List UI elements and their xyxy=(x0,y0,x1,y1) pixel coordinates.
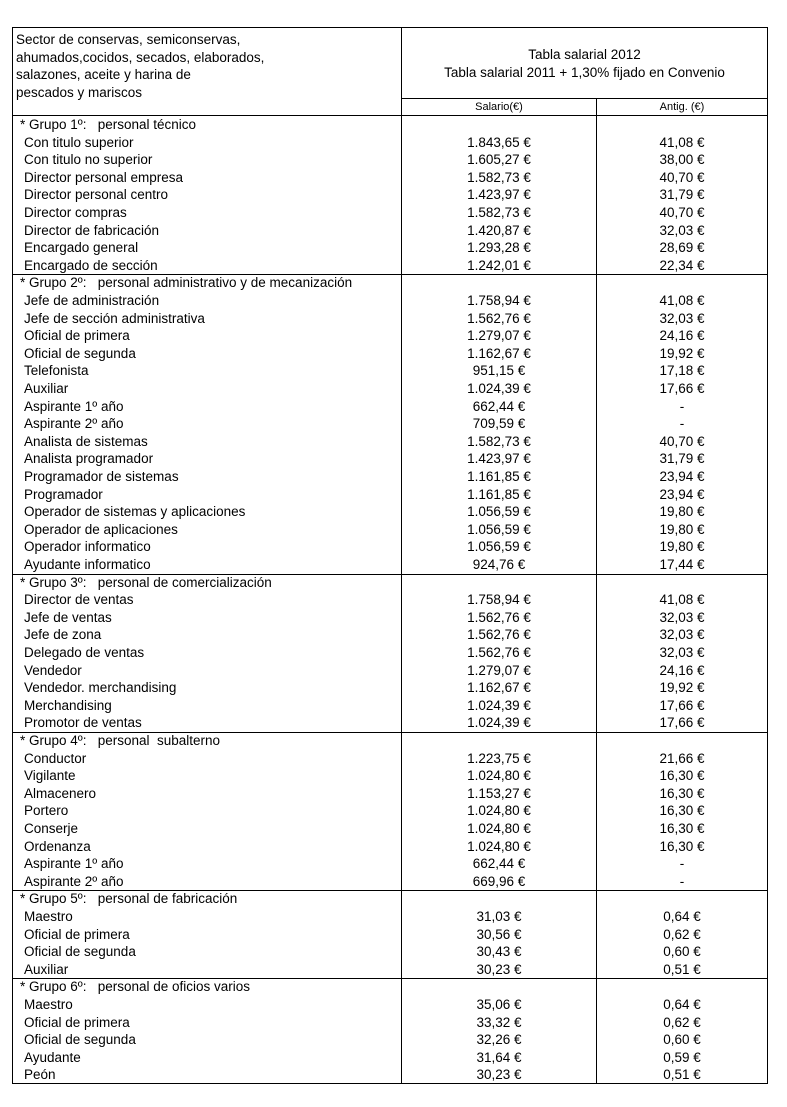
table-row xyxy=(13,310,767,328)
table-row xyxy=(13,556,767,574)
salary-value: 1.024,39 € xyxy=(467,697,531,713)
category-name: Ordenanza xyxy=(24,838,91,854)
antiguedad-value: 0,62 € xyxy=(663,1014,701,1030)
antiguedad-value: 32,03 € xyxy=(659,310,705,326)
category-name: Analista de sistemas xyxy=(24,433,148,449)
group-divider xyxy=(13,890,767,891)
category-name: Oficial de primera xyxy=(24,328,130,344)
category-name: Director de fabricación xyxy=(24,222,160,238)
antiguedad-value: 21,66 € xyxy=(659,750,705,766)
category-name: Jefe de administración xyxy=(24,293,160,308)
antiguedad-value: 23,94 € xyxy=(659,486,705,502)
salary-value: 1.056,59 € xyxy=(467,521,531,537)
antiguedad-value: 31,79 € xyxy=(659,187,705,203)
category-name: Jefe de zona xyxy=(24,627,102,643)
salary-value: 1.279,07 € xyxy=(467,662,531,678)
table-row xyxy=(13,1031,767,1049)
table-row xyxy=(13,503,767,521)
table-row xyxy=(13,609,767,627)
salary-value: 31,64 € xyxy=(476,1049,522,1065)
table-row xyxy=(13,468,767,486)
category-name: Maestro xyxy=(24,909,73,924)
table-row xyxy=(13,714,767,732)
group-divider xyxy=(13,274,767,275)
table-row xyxy=(13,380,767,398)
column-header-salary: Salario(€) xyxy=(475,101,523,113)
table-row xyxy=(13,626,767,644)
table-row xyxy=(13,222,767,240)
salary-table xyxy=(12,27,768,1084)
category-name: Operador de aplicaciones xyxy=(24,521,178,537)
salary-value: 1.161,85 € xyxy=(467,469,531,484)
salary-value: 1.024,80 € xyxy=(467,821,531,836)
salary-value: 1.293,28 € xyxy=(467,240,531,256)
salary-value: 924,76 € xyxy=(472,557,526,572)
antiguedad-value: 16,30 € xyxy=(659,768,705,784)
group-heading xyxy=(13,574,767,592)
salary-value: 32,26 € xyxy=(476,1032,522,1048)
salary-value: 1.024,80 € xyxy=(467,768,531,784)
category-name: Director personal empresa xyxy=(24,169,184,185)
antiguedad-value: 40,70 € xyxy=(659,205,705,220)
category-name: Analista programador xyxy=(24,451,154,467)
antiguedad-value: 31,79 € xyxy=(659,451,705,467)
salary-value: 951,15 € xyxy=(472,363,526,379)
antiguedad-value: 16,30 € xyxy=(659,821,705,836)
salary-value: 1.153,27 € xyxy=(467,785,531,801)
salary-value: 1.582,73 € xyxy=(467,433,531,449)
antiguedad-value: 0,51 € xyxy=(663,1067,701,1083)
table-row xyxy=(13,873,767,891)
salary-value: 1.562,76 € xyxy=(467,645,531,660)
category-name: Director personal centro xyxy=(24,187,169,203)
salary-value: 1.024,39 € xyxy=(467,381,531,396)
antiguedad-value: 40,70 € xyxy=(659,169,705,185)
table-row xyxy=(13,908,767,926)
table-row xyxy=(13,591,767,609)
category-name: Vigilante xyxy=(24,768,76,784)
antiguedad-value: 17,66 € xyxy=(659,715,705,731)
category-name: Oficial de segunda xyxy=(24,345,136,361)
table-row xyxy=(13,239,767,257)
category-name: Oficial de primera xyxy=(24,1014,130,1030)
salary-value: 30,23 € xyxy=(476,1067,522,1083)
category-name: Auxiliar xyxy=(24,381,69,396)
salary-value: 1.582,73 € xyxy=(467,205,531,220)
table-row xyxy=(13,644,767,662)
category-name: Aspirante 2º año xyxy=(24,873,124,889)
table-row xyxy=(13,398,767,416)
category-name: Con titulo no superior xyxy=(24,152,153,168)
antiguedad-value: 40,70 € xyxy=(659,433,705,449)
antiguedad-value: 17,66 € xyxy=(659,381,705,396)
salary-value: 1.161,85 € xyxy=(467,486,531,502)
salary-value: 1.024,80 € xyxy=(467,803,531,819)
antiguedad-value: - xyxy=(679,856,685,872)
table-row xyxy=(13,362,767,380)
table-row xyxy=(13,169,767,187)
salary-value: 1.423,97 € xyxy=(467,187,531,203)
category-name: Almacenero xyxy=(24,785,97,801)
salary-value: 1.223,75 € xyxy=(467,750,531,766)
category-name: Promotor de ventas xyxy=(24,715,142,731)
antiguedad-value: 0,60 € xyxy=(663,944,701,960)
table-row xyxy=(13,134,767,152)
antiguedad-value: 0,64 € xyxy=(663,997,701,1012)
category-name: Encargado general xyxy=(24,240,139,256)
table-row xyxy=(13,1049,767,1067)
salary-value: 30,56 € xyxy=(476,926,522,942)
table-row xyxy=(13,926,767,944)
antiguedad-value: 41,08 € xyxy=(659,134,705,150)
category-name: Auxiliar xyxy=(24,961,69,977)
column-header-antig: Antig. (€) xyxy=(659,101,705,113)
salary-value: 669,96 € xyxy=(472,873,526,889)
salary-value: 30,43 € xyxy=(476,944,522,960)
category-name: Aspirante 1º año xyxy=(24,856,124,872)
category-name: Director de ventas xyxy=(24,592,134,608)
antiguedad-value: 32,03 € xyxy=(659,645,705,660)
salary-value: 1.242,01 € xyxy=(467,257,531,273)
category-name: Oficial de segunda xyxy=(24,1032,136,1048)
group-divider xyxy=(13,732,767,733)
category-name: Vendedor xyxy=(24,662,82,678)
salary-value: 1.279,07 € xyxy=(467,328,531,344)
antiguedad-value: 17,44 € xyxy=(659,557,705,572)
antiguedad-value: 16,30 € xyxy=(659,785,705,801)
category-name: Programador xyxy=(24,486,103,502)
category-name: Maestro xyxy=(24,997,73,1012)
table-row xyxy=(13,767,767,785)
category-name: Delegado de ventas xyxy=(24,645,145,660)
antiguedad-value: 19,92 € xyxy=(659,680,705,696)
table-row xyxy=(13,538,767,556)
salary-value: 1.582,73 € xyxy=(467,169,531,185)
antiguedad-value: 38,00 € xyxy=(659,152,705,168)
table-row xyxy=(13,450,767,468)
salary-value: 1.162,67 € xyxy=(467,680,531,696)
table-row xyxy=(13,785,767,803)
salary-value: 1.758,94 € xyxy=(467,592,531,608)
antiguedad-value: 0,64 € xyxy=(663,909,701,924)
table-row xyxy=(13,345,767,363)
group-title: * Grupo 6º: personal de oficios varios xyxy=(20,979,251,995)
table-row xyxy=(13,802,767,820)
salary-value: 1.843,65 € xyxy=(467,134,531,150)
group-heading xyxy=(13,116,767,134)
antiguedad-value: 24,16 € xyxy=(659,662,705,678)
category-name: Oficial de segunda xyxy=(24,944,136,960)
category-name: Telefonista xyxy=(24,363,89,379)
table-row xyxy=(13,961,767,979)
antiguedad-value: 32,03 € xyxy=(659,609,705,625)
table-row xyxy=(13,1014,767,1032)
salary-value: 30,23 € xyxy=(476,961,522,977)
sector-line: Sector de conservas, semiconservas, xyxy=(16,32,241,47)
category-name: Portero xyxy=(24,803,69,819)
salary-value: 1.562,76 € xyxy=(467,627,531,643)
antiguedad-value: 23,94 € xyxy=(659,469,705,484)
salary-value: 1.605,27 € xyxy=(467,152,531,168)
category-name: Director compras xyxy=(24,205,127,220)
salary-value: 35,06 € xyxy=(476,997,522,1012)
table-row xyxy=(13,151,767,169)
antiguedad-value: 28,69 € xyxy=(659,240,705,256)
salary-value: 1.562,76 € xyxy=(467,310,531,326)
group-heading xyxy=(13,890,767,908)
table-row xyxy=(13,415,767,433)
salary-value: 33,32 € xyxy=(476,1014,522,1030)
table-row xyxy=(13,486,767,504)
category-name: Ayudante xyxy=(24,1049,81,1065)
salary-value: 1.423,97 € xyxy=(467,451,531,467)
table-row xyxy=(13,204,767,222)
antiguedad-value: 0,62 € xyxy=(663,926,701,942)
table-row xyxy=(13,292,767,310)
salary-value: 1.024,80 € xyxy=(467,838,531,854)
antiguedad-value: 24,16 € xyxy=(659,328,705,344)
salary-value: 1.056,59 € xyxy=(467,539,531,555)
antiguedad-value: 16,30 € xyxy=(659,838,705,854)
category-name: Ayudante informatico xyxy=(24,557,151,572)
salary-value: 662,44 € xyxy=(472,856,526,872)
category-name: Vendedor. merchandising xyxy=(24,680,177,696)
table-row xyxy=(13,679,767,697)
sector-line: pescados y mariscos xyxy=(16,84,143,100)
group-title: * Grupo 5º: personal de fabricación xyxy=(20,891,238,907)
category-name: Con titulo superior xyxy=(24,134,134,150)
table-row xyxy=(13,855,767,873)
category-name: Operador informatico xyxy=(24,539,151,555)
table-row xyxy=(13,257,767,275)
category-name: Jefe de sección administrativa xyxy=(24,310,205,326)
table-row xyxy=(13,662,767,680)
antiguedad-value: 19,80 € xyxy=(659,539,705,555)
group-heading xyxy=(13,274,767,292)
antiguedad-value: 41,08 € xyxy=(659,592,705,608)
group-divider xyxy=(13,574,767,575)
antiguedad-value: 17,66 € xyxy=(659,697,705,713)
table-row xyxy=(13,1066,767,1084)
category-name: Peón xyxy=(24,1067,56,1083)
antiguedad-value: 22,34 € xyxy=(659,257,705,273)
antiguedad-value: - xyxy=(679,398,685,414)
antiguedad-value: 17,18 € xyxy=(659,363,705,379)
salary-value: 1.758,94 € xyxy=(467,293,531,308)
sector-description xyxy=(16,31,396,101)
table-title: Tabla salarial 2012 xyxy=(528,47,641,62)
antiguedad-value: 32,03 € xyxy=(659,222,705,238)
salary-value: 1.562,76 € xyxy=(467,609,531,625)
salary-value: 31,03 € xyxy=(476,909,522,924)
salary-value: 1.056,59 € xyxy=(467,504,531,520)
table-row xyxy=(13,186,767,204)
group-heading xyxy=(13,732,767,750)
table-row xyxy=(13,820,767,838)
category-name: Merchandising xyxy=(24,697,112,713)
group-heading xyxy=(13,978,767,996)
antiguedad-value: 16,30 € xyxy=(659,803,705,819)
antiguedad-value: 19,80 € xyxy=(659,504,705,520)
antiguedad-value: 41,08 € xyxy=(659,293,705,308)
sector-line: salazones, aceite y harina de xyxy=(16,67,191,82)
category-name: Conductor xyxy=(24,750,87,766)
table-row xyxy=(13,697,767,715)
table-row xyxy=(13,521,767,539)
category-name: Conserje xyxy=(24,821,79,836)
antiguedad-value: 0,60 € xyxy=(663,1032,701,1048)
salary-value: 1.420,87 € xyxy=(467,222,531,238)
category-name: Aspirante 2º año xyxy=(24,416,124,432)
salary-value: 709,59 € xyxy=(472,416,526,432)
group-title: * Grupo 2º: personal administrativo y de mecanización xyxy=(20,275,353,291)
antiguedad-value: - xyxy=(679,416,685,432)
antiguedad-value: - xyxy=(679,873,685,889)
table-row xyxy=(13,996,767,1014)
table-row xyxy=(13,750,767,768)
antiguedad-value: 0,59 € xyxy=(663,1049,701,1065)
table-row xyxy=(13,838,767,856)
group-title: * Grupo 4º: personal subalterno xyxy=(20,733,221,748)
category-name: Operador de sistemas y aplicaciones xyxy=(24,504,246,520)
category-name: Aspirante 1º año xyxy=(24,398,124,414)
sector-line: ahumados,cocidos, secados, elaborados, xyxy=(16,49,265,65)
category-name: Encargado de sección xyxy=(24,257,158,273)
category-name: Jefe de ventas xyxy=(24,609,112,625)
antiguedad-value: 19,92 € xyxy=(659,345,705,361)
antiguedad-value: 19,80 € xyxy=(659,521,705,537)
group-title: * Grupo 1º: personal técnico xyxy=(20,117,197,132)
salary-value: 662,44 € xyxy=(472,398,526,414)
table-row xyxy=(13,327,767,345)
table-subtitle: Tabla salarial 2011 + 1,30% fijado en Convenio xyxy=(444,65,725,80)
group-title: * Grupo 3º: personal de comercialización xyxy=(20,574,272,590)
antiguedad-value: 0,51 € xyxy=(663,961,701,977)
table-row xyxy=(13,433,767,451)
salary-value: 1.024,39 € xyxy=(467,715,531,731)
category-name: Oficial de primera xyxy=(24,926,130,942)
salary-value: 1.162,67 € xyxy=(467,345,531,361)
antiguedad-value: 32,03 € xyxy=(659,627,705,643)
category-name: Programador de sistemas xyxy=(24,469,179,484)
table-row xyxy=(13,943,767,961)
group-divider xyxy=(13,978,767,979)
